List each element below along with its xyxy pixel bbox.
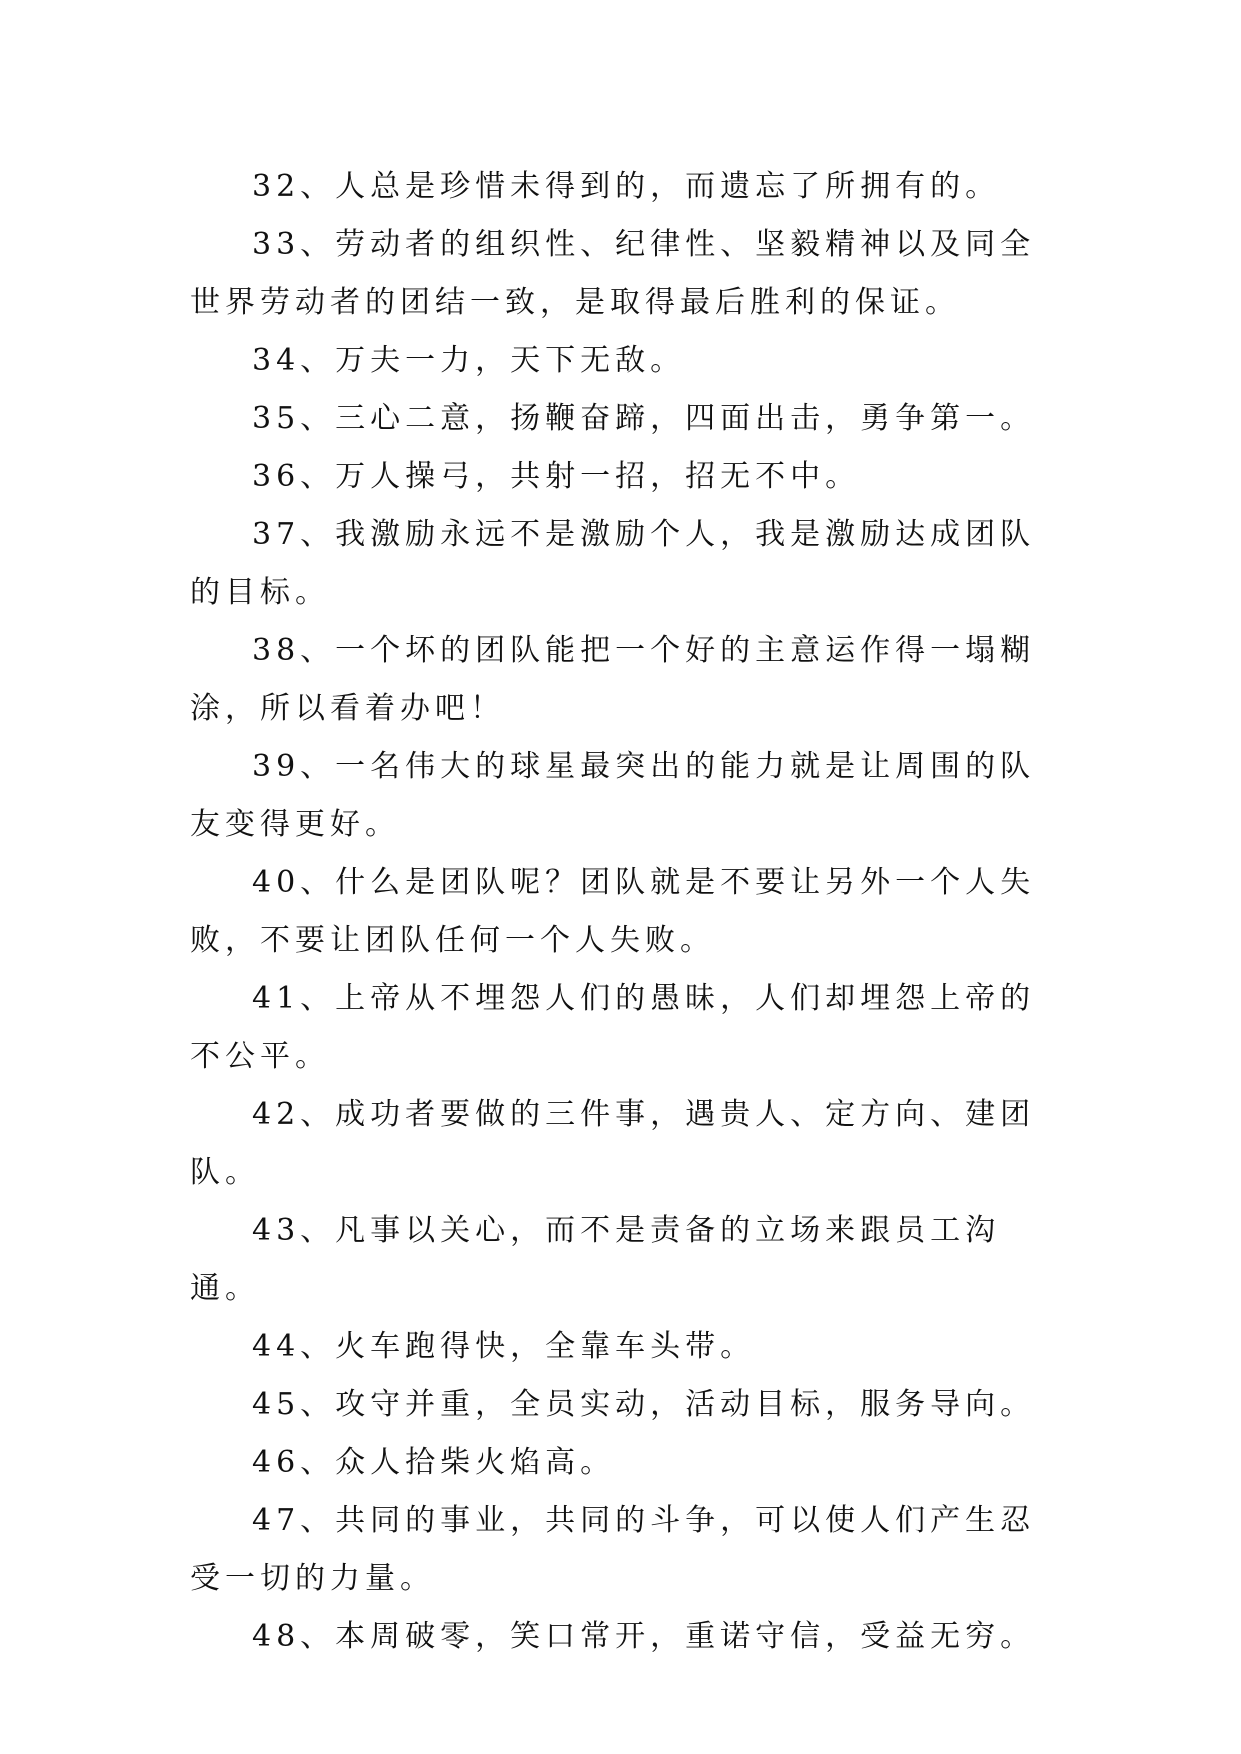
quote-paragraph-41: 41、上帝从不埋怨人们的愚昧，人们却埋怨上帝的不公平。 xyxy=(190,981,1036,1074)
quote-paragraph-38: 38、一个坏的团队能把一个好的主意运作得一塌糊涂，所以看着办吧！ xyxy=(190,633,1036,726)
quote-paragraph-32: 32、人总是珍惜未得到的，而遗忘了所拥有的。 xyxy=(252,169,1001,204)
quote-paragraph-34: 34、万夫一力，天下无敌。 xyxy=(252,343,686,378)
quote-paragraph-48: 48、本周破零，笑口常开，重诺守信，受益无穷。 xyxy=(252,1619,1036,1654)
quote-paragraph-39: 39、一名伟大的球星最突出的能力就是让周围的队友变得更好。 xyxy=(190,749,1036,842)
quote-paragraph-35: 35、三心二意，扬鞭奋蹄，四面出击，勇争第一。 xyxy=(252,401,1036,436)
document-body xyxy=(190,158,1070,1666)
quote-paragraph-44: 44、火车跑得快，全靠车头带。 xyxy=(252,1329,756,1364)
quote-paragraph-36: 36、万人操弓，共射一招，招无不中。 xyxy=(252,459,861,494)
quote-paragraph-37: 37、我激励永远不是激励个人，我是激励达成团队的目标。 xyxy=(190,517,1036,610)
quote-paragraph-47: 47、共同的事业，共同的斗争，可以使人们产生忍受一切的力量。 xyxy=(190,1503,1036,1596)
quote-paragraph-45: 45、攻守并重，全员实动，活动目标，服务导向。 xyxy=(252,1387,1036,1422)
quote-paragraph-46: 46、众人拾柴火焰高。 xyxy=(252,1445,616,1480)
quote-paragraph-43: 43、凡事以关心，而不是责备的立场来跟员工沟通。 xyxy=(190,1213,1001,1306)
quote-paragraph-40: 40、什么是团队呢？团队就是不要让另外一个人失败，不要让团队任何一个人失败。 xyxy=(190,865,1036,958)
quote-paragraph-42: 42、成功者要做的三件事，遇贵人、定方向、建团队。 xyxy=(190,1097,1036,1190)
quote-paragraph-33: 33、劳动者的组织性、纪律性、坚毅精神以及同全世界劳动者的团结一致，是取得最后胜利的保证。 xyxy=(190,227,1036,320)
